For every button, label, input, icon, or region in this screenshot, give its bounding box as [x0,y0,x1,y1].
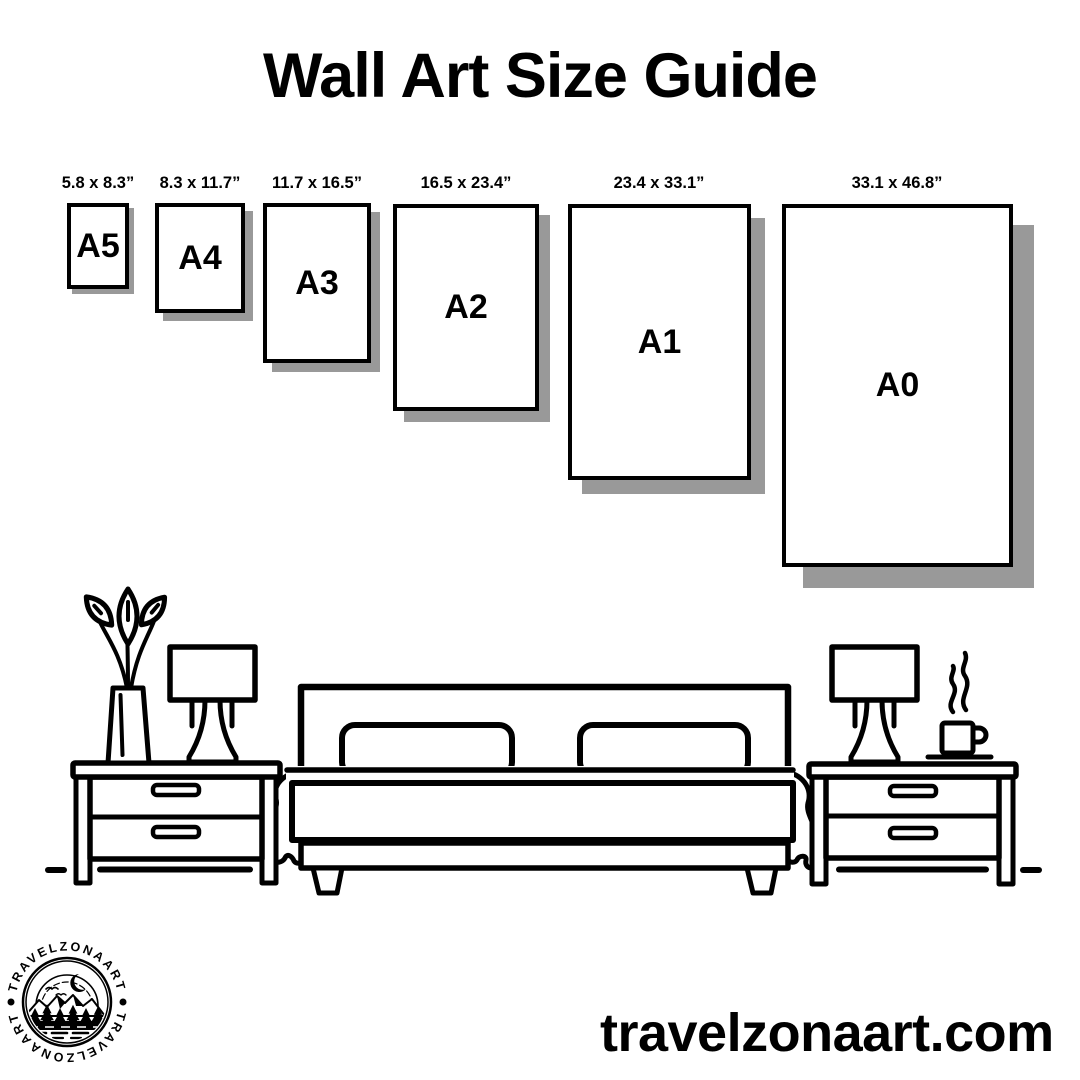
bedroom-illustration [0,570,1080,900]
size-dims-a1: 23.4 x 33.1” [613,174,705,192]
poster-a0 [782,204,1013,567]
steam-line [951,666,955,712]
bed-base [301,843,788,868]
logo-text-top: TRAVELZONAART [5,939,129,994]
poster-label: A5 [76,226,120,265]
poster-a5 [67,203,129,289]
poster-label: A4 [178,238,222,277]
drawer-handle [153,785,199,795]
bird-icon [46,988,58,990]
tabletop [73,763,280,777]
poster-a3 [263,203,371,363]
bed-leg-right [747,868,776,893]
coffee-cup [928,653,991,757]
size-dims-a0: 33.1 x 46.8” [851,174,943,192]
drawer-handle [890,828,936,838]
poster-label: A2 [444,288,488,326]
page-title: Wall Art Size Guide [263,41,817,111]
logo-text-bottom-group [6,1011,129,1065]
lamp-shade [832,647,917,700]
bird-icon [56,994,66,995]
nightstand-right [809,764,1016,884]
plant-vase [80,589,170,763]
cup-body [942,723,973,753]
mattress [292,783,793,840]
logo-scene [25,974,109,1043]
logo-text-bottom: TRAVELZONAART [5,1010,129,1065]
brand-logo [0,936,135,1076]
lamp-base [189,700,236,762]
vase-highlight [121,695,123,755]
poster-label: A1 [637,322,682,361]
logo-dot-left [8,999,15,1006]
poster-label: A3 [295,263,339,302]
poster-a4 [155,203,245,313]
nightstand-left [73,763,280,883]
drawer-handle [890,786,936,796]
vase [108,688,149,763]
poster-label: A0 [875,366,920,404]
bed [266,687,820,893]
logo-dot-right [120,999,127,1006]
website-url: travelzonaart.com [600,1003,1054,1063]
leaf-middle [119,589,137,644]
drawer-handle [153,827,199,837]
steam-line [963,653,967,710]
size-dims-a2: 16.5 x 23.4” [420,174,512,192]
size-dims-a5: 5.8 x 8.3” [61,174,135,192]
size-dims-a3: 11.7 x 16.5” [272,174,362,192]
poster-a1 [568,204,751,480]
lamp-shade [170,647,255,700]
size-dims-a4: 8.3 x 11.7” [159,174,241,192]
lamp-base [851,700,898,762]
lamp-right [832,647,917,762]
poster-a2 [393,204,539,411]
bed-leg-left [313,868,342,893]
lamp-left [170,647,255,762]
tabletop [809,764,1016,777]
